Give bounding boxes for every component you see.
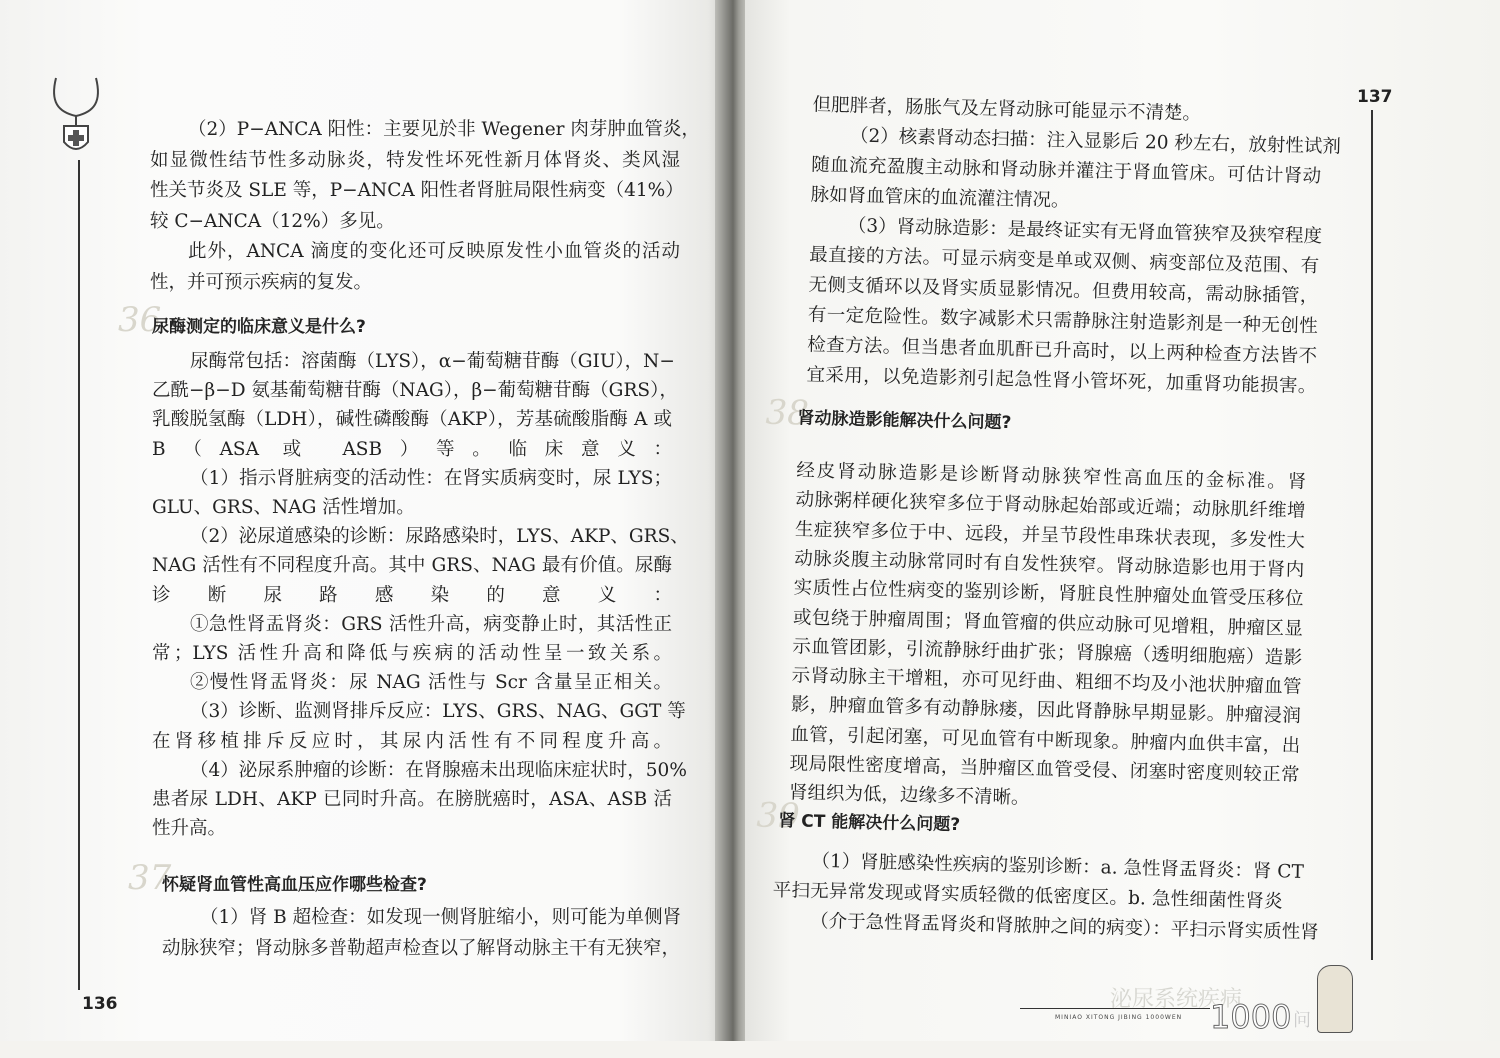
text-line: 动脉粥样硬化狭窄多位于肾动脉起始部或近端；动脉肌纤维增 xyxy=(795,489,1306,523)
text-line: （3）诊断、监测肾排斥反应：LYS、GRS、NAG、GGT 等 xyxy=(190,701,686,723)
text-line: 或包绕于肿瘤周围；肾血管瘤的供应动脉可见增粗，肿瘤区显 xyxy=(792,606,1304,640)
text-line: 患者尿 LDH、AKP 已同时升高。在膀胱癌时，ASA、ASB 活 xyxy=(152,789,672,810)
text-line: GLU、GRS、NAG 活性增加。 xyxy=(152,497,415,518)
text-line: （2）泌尿道感染的诊断：尿路感染时，LYS、AKP、GRS、 xyxy=(190,526,689,548)
text-line: 如显微性结节性多动脉炎，特发性坏死性新月体肾炎、类风湿 xyxy=(150,149,680,171)
text-line: 较 C−ANCA（12%）多见。 xyxy=(150,210,395,232)
question-number: 38 xyxy=(765,392,810,434)
text-line: ②慢性肾盂肾炎：尿 NAG 活性与 Scr 含量呈正相关。 xyxy=(190,672,672,694)
text-line: 在肾移植排斥反应时，其尿内活性有不同程度升高。 xyxy=(152,730,672,752)
text-line: 动脉狭窄；肾动脉多普勒超声检查以了解肾动脉主干有无狭窄， xyxy=(162,938,681,959)
text-line: 有一定危险性。数字减影术只需静脉注射造影剂是一种无创性 xyxy=(807,304,1318,338)
text-line: 但肥胖者，肠胀气及左肾动脉可能显示不清楚。 xyxy=(812,94,1202,125)
footer-pinyin: MINIAO XITONG JIBING 1000WEN xyxy=(1055,1014,1183,1021)
question-heading: 肾 CT 能解决什么问题? xyxy=(778,810,961,836)
page-number: 137 xyxy=(1357,87,1393,107)
text-line: 动脉炎腹主动脉常同时有自发性狭窄。肾动脉造影也用于肾内 xyxy=(794,548,1305,581)
text-line: 检查方法。但当患者血肌酐已升高时，以上两种检查方法皆不 xyxy=(806,334,1318,368)
text-line: B（ASA 或 ASB）等。临床意义： xyxy=(152,438,672,460)
text-line: 实质性占位性病变的鉴别诊断，肾脏良性肿瘤处血管受压移位 xyxy=(793,577,1304,611)
page-number: 136 xyxy=(82,994,118,1014)
text-line: 常；LYS 活性升高和降低与疾病的活动性呈一致关系。 xyxy=(152,643,672,664)
text-line: NAG 活性有不同程度升高。其中 GRS、NAG 最有价值。尿酶 xyxy=(152,555,672,577)
left-page xyxy=(0,0,730,1041)
text-line: 示肾动脉主干增粗，亦可见纡曲、粗细不均及小池状肿瘤血管 xyxy=(791,665,1302,698)
margin-rule xyxy=(78,160,80,990)
text-line: 宜采用，以免造影剂引起急性肾小管坏死，加重肾功能损害。 xyxy=(806,364,1317,398)
text-line: 经皮肾动脉造影是诊断肾动脉狭窄性高血压的金标准。肾 xyxy=(796,460,1307,493)
doctor-mascot-icon xyxy=(1317,965,1353,1033)
text-line: ①急性肾盂肾炎：GRS 活性升高，病变静止时，其活性正 xyxy=(190,613,672,635)
text-line: 示血管团影，引流静脉纡曲扩张；肾腺癌（透明细胞癌）造影 xyxy=(792,636,1303,669)
text-line: 随血流充盈腹主动脉和肾动脉并灌注于肾血管床。可估计肾动 xyxy=(811,154,1322,188)
text-line: （3）肾动脉造影：是最终证实有无肾血管狭窄及狭窄程度 xyxy=(847,215,1323,248)
text-line: （4）泌尿系肿瘤的诊断：在肾腺癌未出现临床症状时，50% xyxy=(190,759,687,781)
footer-suffix: 问 xyxy=(1293,1010,1311,1031)
question-number: 39 xyxy=(756,795,801,837)
text-line: 肾组织为低，边缘多不清晰。 xyxy=(788,782,1030,809)
stethoscope-icon xyxy=(48,72,104,162)
text-line: 最直接的方法。可显示病变是单或双侧、病变部位及范围、有 xyxy=(808,244,1320,278)
question-heading: 尿酶测定的临床意义是什么? xyxy=(152,317,366,337)
footer-number: 1000 xyxy=(1210,998,1292,1036)
text-line: 现局限性密度增高，当肿瘤区血管受侵、闭塞时密度则较正常 xyxy=(789,753,1300,786)
text-line: 性关节炎及 SLE 等，P−ANCA 阳性者肾脏局限性病变（41%） xyxy=(150,180,684,201)
text-line: 血管，引起闭塞，可见血管有中断现象。肿瘤内血供丰富，出 xyxy=(790,723,1301,757)
text-line: 性，并可预示疾病的复发。 xyxy=(150,271,373,293)
text-line: （2）核素肾动态扫描：注入显影后 20 秒左右，放射性试剂 xyxy=(849,125,1342,158)
text-line: 乳酸脱氢酶（LDH），碱性磷酸酶（AKP），芳基硫酸脂酶 A 或 xyxy=(152,409,672,431)
question-number: 37 xyxy=(128,858,172,898)
text-line: 此外，ANCA 滴度的变化还可反映原发性小血管炎的活动 xyxy=(188,241,680,262)
footer-series-title: 泌尿系统疾病 xyxy=(1110,987,1243,1012)
text-line: 生症狭窄多位于中、远段，并呈节段性串珠状表现，多发性大 xyxy=(794,518,1306,552)
text-line: 乙酰−β−D 氨基葡萄糖苷酶（NAG），β−葡萄糖苷酶（GRS）， xyxy=(152,380,678,402)
text-line: （1）指示肾脏病变的活动性：在肾实质病变时，尿 LYS； xyxy=(190,467,672,489)
text-line: 平扫无异常发现或肾实质轻微的低密度区。b. 急性细菌性肾炎 xyxy=(772,879,1283,913)
question-heading: 怀疑肾血管性高血压应作哪些检查? xyxy=(162,875,427,895)
question-heading: 肾动脉造影能解决什么问题? xyxy=(797,408,1012,434)
text-line: （1）肾脏感染性疾病的鉴别诊断：a. 急性肾盂肾炎：肾 CT xyxy=(811,850,1305,883)
text-line: 诊断尿路感染的意义： xyxy=(152,584,672,606)
text-line: 影，肿瘤血管多有动静脉瘘，因此肾静脉早期显影。肿瘤浸润 xyxy=(790,694,1302,728)
text-line: 脉如肾血管床的血流灌注情况。 xyxy=(810,184,1070,212)
text-line: 尿酶常包括：溶菌酶（LYS），α−葡萄糖苷酶（GIU），N− xyxy=(190,351,675,372)
text-line: （1）肾 B 超检查：如发现一侧肾脏缩小，则可能为单侧肾 xyxy=(200,907,682,928)
text-line: （介于急性肾盂肾炎和肾脓肿之间的病变）：平扫示肾实质性肾 xyxy=(809,910,1319,944)
question-number: 36 xyxy=(118,300,162,340)
text-line: 性升高。 xyxy=(152,818,227,840)
right-page xyxy=(745,0,1500,1041)
text-line: （2）P−ANCA 阳性：主要见於非 Wegener 肉芽肿血管炎， xyxy=(188,119,700,140)
text-line: 无侧支循环以及肾实质显影情况。但费用较高，需动脉插管， xyxy=(808,274,1319,308)
